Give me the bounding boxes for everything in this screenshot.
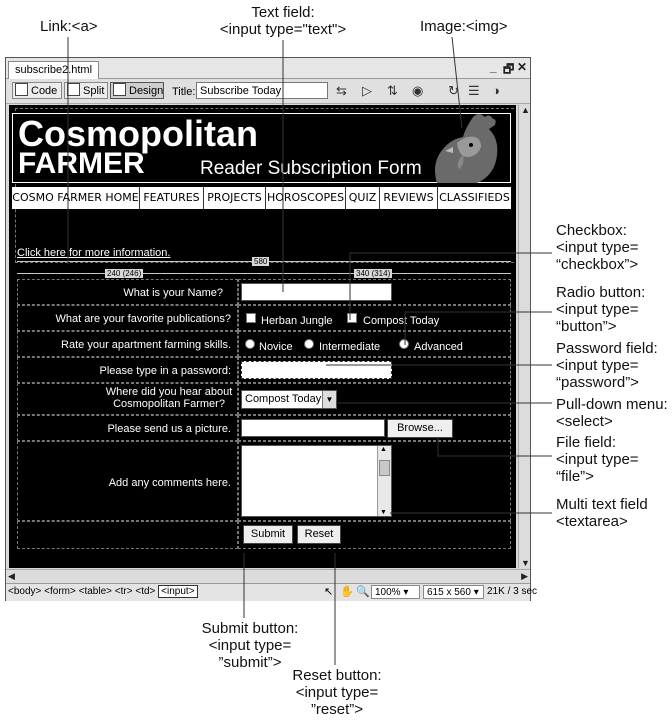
preview-icon[interactable]: ▷ <box>362 83 372 98</box>
browse-button[interactable]: Browse... <box>387 419 453 438</box>
horizontal-scrollbar[interactable] <box>6 569 530 583</box>
split-view-button[interactable] <box>64 82 108 99</box>
scroll-right-icon[interactable]: ▶ <box>521 571 528 581</box>
chevron-down-icon: ▼ <box>322 391 336 408</box>
callout-file <box>556 434 639 485</box>
scroll-thumb[interactable] <box>379 460 390 476</box>
zoom-select[interactable]: 100% ▾ <box>371 585 420 599</box>
password-label: Please type in a password: <box>99 365 231 377</box>
callout-text-field-line2: <input type="text"> <box>219 21 347 38</box>
close-icon[interactable]: ✕ <box>517 60 528 74</box>
window-size-value: 615 x 560 <box>427 587 471 598</box>
tag-input[interactable]: <input> <box>158 585 197 598</box>
code-icon <box>15 83 28 96</box>
callout-checkbox-line1: Checkbox: <box>556 222 627 239</box>
name-label: What is your Name? <box>123 287 223 299</box>
more-info-link[interactable]: Click here for more information. <box>17 247 171 259</box>
nav-item-reviews[interactable]: REVIEWS <box>380 187 438 209</box>
callout-reset-line2: <input type= <box>295 684 379 701</box>
validate-icon[interactable]: ⇆ <box>336 83 347 98</box>
callout-link: Link:<a> <box>40 18 98 35</box>
callout-file-line3: “file”> <box>556 468 594 485</box>
comments-textarea[interactable] <box>241 445 392 517</box>
publications-label: What are your favorite publications? <box>55 313 231 325</box>
refresh-icon[interactable]: ↻ <box>448 83 459 98</box>
document-tab[interactable]: subscribe2.html <box>8 61 99 79</box>
callout-pulldown-line1: Pull-down menu: <box>556 396 668 413</box>
callout-textarea-line2: <textarea> <box>556 513 628 530</box>
callout-password-line3: “password”> <box>556 374 639 391</box>
callout-radio-line2: <input type= <box>556 301 639 318</box>
callout-pulldown-line2: <select> <box>556 413 613 430</box>
tag-form[interactable]: <form> <box>44 586 76 597</box>
design-view-button[interactable] <box>110 82 164 99</box>
document-tab-strip <box>6 58 530 79</box>
intermediate-label: Intermediate <box>319 341 381 353</box>
design-icon <box>113 83 126 96</box>
hand-tool-icon[interactable]: ✋ <box>340 586 354 598</box>
callout-image: Image:<img> <box>420 18 508 35</box>
rate-label: Rate your apartment farming skills. <box>61 339 231 351</box>
editor-window <box>5 57 538 601</box>
nav-item-home[interactable]: COSMO FARMER HOME <box>12 187 140 209</box>
nav-item-classifieds[interactable]: CLASSIFIEDS <box>439 191 510 204</box>
window-size-select[interactable]: 615 x 560 ▾ <box>423 585 484 599</box>
hear-about-select[interactable] <box>241 390 337 409</box>
file-management-icon[interactable]: ⇅ <box>387 83 398 98</box>
tag-table[interactable]: <table> <box>78 586 112 597</box>
banner-image[interactable] <box>12 113 511 183</box>
callout-pulldown <box>556 396 668 430</box>
scroll-up-icon[interactable]: ▲ <box>521 105 530 115</box>
tag-td[interactable]: <td> <box>135 586 156 597</box>
picture-label: Please send us a picture. <box>107 423 231 435</box>
password-input[interactable] <box>241 361 392 379</box>
novice-radio[interactable] <box>245 339 255 349</box>
brand-line1: Cosmopolitan <box>18 113 258 154</box>
nav-bar <box>12 187 511 209</box>
callout-radio <box>556 284 645 335</box>
tag-tr[interactable]: <tr> <box>114 586 133 597</box>
brand-line2: FARMER <box>18 147 145 180</box>
table-cell <box>17 521 238 549</box>
file-path-input[interactable] <box>241 419 385 437</box>
herban-jungle-label: Herban Jungle <box>261 315 333 327</box>
callout-radio-line1: Radio button: <box>556 284 646 301</box>
callout-file-line2: <input type= <box>556 451 639 468</box>
scroll-up-icon[interactable]: ▲ <box>380 446 387 453</box>
banner-subtitle: Reader Subscription Form <box>200 158 422 179</box>
callout-checkbox-line2: <input type= <box>556 239 639 256</box>
callout-reset-line3: ”reset”> <box>310 701 364 718</box>
nav-item-quiz[interactable]: QUIZ <box>346 187 380 209</box>
left-column-width-label: 240 (246) <box>107 269 142 278</box>
minimize-icon[interactable]: _ <box>490 60 497 74</box>
document-toolbar <box>6 79 530 104</box>
callout-reset-line1: Reset button: <box>292 667 382 684</box>
visual-aids-icon[interactable]: ◑ <box>492 83 500 98</box>
nav-item-features[interactable]: FEATURES <box>140 187 204 209</box>
design-view <box>9 105 516 568</box>
callout-submit <box>185 620 315 671</box>
callout-reset <box>272 667 402 718</box>
callout-radio-line3: “button”> <box>556 318 617 335</box>
status-bar <box>6 583 538 601</box>
split-icon <box>67 83 80 96</box>
right-column-width-label: 340 (314) <box>356 269 391 278</box>
code-view-label: Code <box>31 85 58 97</box>
rooster-icon <box>413 113 511 183</box>
scroll-down-icon[interactable]: ▼ <box>380 509 387 516</box>
reset-button[interactable]: Reset <box>297 525 341 544</box>
column-width-ruler <box>17 273 511 274</box>
title-input[interactable]: Subscribe Today <box>196 82 328 99</box>
advanced-radio[interactable] <box>399 339 409 349</box>
callout-password-line1: Password field: <box>556 340 658 357</box>
download-size: 21K / 3 sec <box>487 586 538 597</box>
zoom-tool-icon[interactable]: 🔍 <box>356 586 370 598</box>
callout-submit-line1: Submit button: <box>201 620 299 637</box>
callout-textarea <box>556 496 648 530</box>
compost-today-checkbox[interactable] <box>347 313 357 323</box>
scroll-left-icon[interactable]: ◀ <box>8 571 15 581</box>
callout-submit-line2: <input type= <box>208 637 292 654</box>
novice-label: Novice <box>259 341 293 353</box>
design-view-label: Design <box>129 85 164 97</box>
intermediate-radio[interactable] <box>304 339 314 349</box>
name-input[interactable] <box>241 283 392 301</box>
split-view-label: Split <box>83 85 105 97</box>
hear-about-value: Compost Today <box>245 393 322 405</box>
pointer-tool-icon[interactable]: ↖ <box>324 586 334 598</box>
callout-checkbox-line3: “checkbox”> <box>556 256 639 273</box>
view-options-icon[interactable]: ☰ <box>468 83 480 98</box>
callout-text-field <box>208 4 358 38</box>
code-view-button[interactable] <box>12 82 62 99</box>
nav-item-projects[interactable]: PROJECTS <box>204 187 266 209</box>
callout-file-line1: File field: <box>556 434 617 451</box>
callout-submit-line3: ”submit”> <box>218 654 282 671</box>
scroll-down-icon[interactable]: ▼ <box>521 558 530 568</box>
title-label: Title: <box>172 86 196 98</box>
advanced-label: Advanced <box>414 341 463 353</box>
hear-about-label: Where did you hear about Cosmopolitan Farmer? <box>105 386 233 410</box>
callout-textarea-line1: Multi text field <box>556 496 648 513</box>
browser-icon[interactable]: ◉ <box>412 83 424 98</box>
table-width-label: 580 <box>254 257 268 266</box>
nav-item-horoscopes[interactable]: HOROSCOPES <box>266 187 346 209</box>
textarea-scrollbar[interactable] <box>377 446 391 516</box>
callout-password-line2: <input type= <box>556 357 639 374</box>
herban-jungle-checkbox[interactable] <box>246 313 256 323</box>
callout-checkbox <box>556 222 639 273</box>
submit-button[interactable]: Submit <box>243 525 293 544</box>
callout-text-field-line1: Text field: <box>251 4 315 21</box>
callout-password <box>556 340 658 391</box>
tag-body[interactable]: <body> <box>8 586 42 597</box>
comments-label: Add any comments here. <box>108 477 231 489</box>
restore-icon[interactable]: 🗗 <box>503 62 515 76</box>
zoom-value: 100% <box>375 587 401 598</box>
tag-selector <box>8 584 198 600</box>
vertical-scrollbar[interactable] <box>518 105 530 568</box>
compost-today-label: Compost Today <box>363 315 440 327</box>
